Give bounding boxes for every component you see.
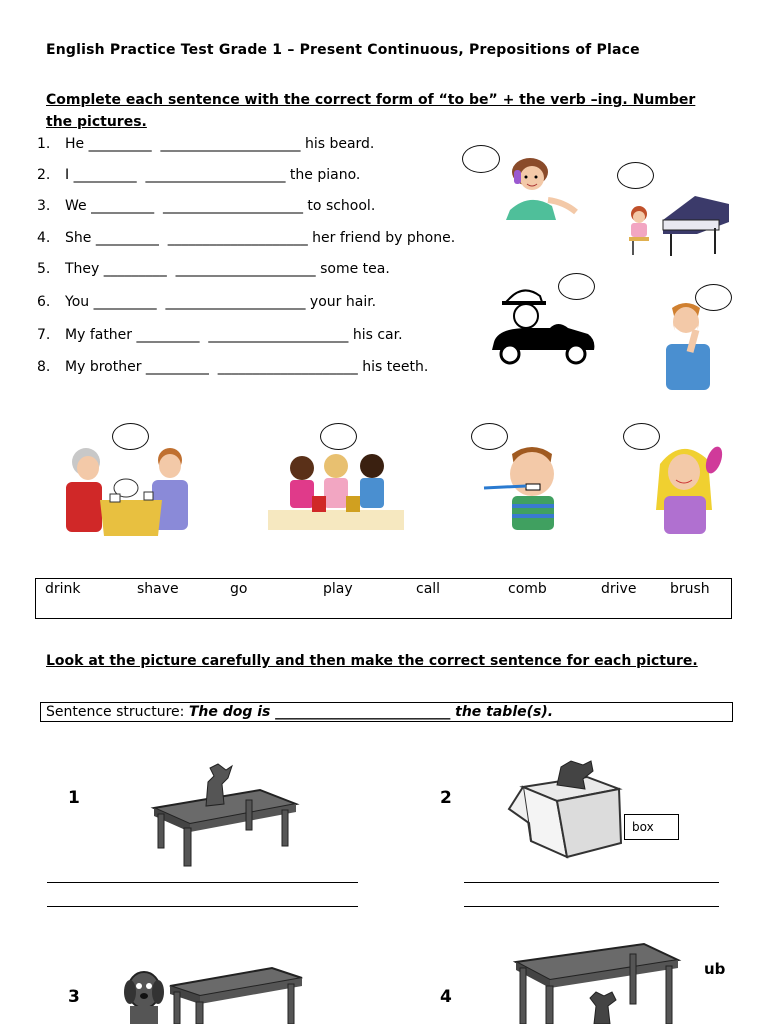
cutoff-label: ub [704, 960, 726, 978]
dog-on-table-illustration [150, 762, 300, 868]
sentence-number: 3. [37, 198, 51, 214]
picture-number-bubble[interactable] [617, 162, 654, 189]
sentence-2 [37, 167, 360, 183]
verb-word: call [416, 581, 441, 597]
structure-subject: The dog is [188, 704, 271, 720]
box-label: box [624, 814, 679, 840]
sentence-text: They _________ ____________________ some tea. [65, 261, 390, 277]
sentence-3 [37, 198, 375, 214]
dog-next-to-table-illustration [122, 962, 306, 1024]
verb-word: drive [601, 581, 637, 597]
sentence-text: We _________ ____________________ to school. [65, 198, 376, 214]
verb-word: go [230, 581, 248, 597]
sentence-text: She _________ ____________________ her friend by phone. [65, 230, 456, 246]
sentence-text: My brother _________ ____________________ his teeth. [65, 359, 429, 375]
sentence-structure-box [40, 702, 733, 722]
structure-object: the table(s). [455, 704, 554, 720]
verb-bank [35, 578, 732, 619]
sentence-text: My father _________ ____________________ his car. [65, 327, 403, 343]
drinking-tea-illustration [58, 440, 200, 540]
section1-instruction: Complete each sentence with the correct form of “to be” + the verb –ing. Number the pictures. [46, 92, 696, 130]
sentence-1 [37, 136, 374, 152]
verb-word: brush [670, 581, 710, 597]
combing-hair-illustration [652, 440, 732, 536]
sentence-8 [37, 359, 428, 375]
woman-phone-illustration [490, 150, 580, 222]
picture-number: 2 [440, 788, 452, 808]
piano-illustration [625, 192, 733, 260]
picture-number: 4 [440, 987, 452, 1007]
worksheet-title: English Practice Test Grade 1 – Present Continuous, Prepositions of Place [46, 42, 640, 58]
going-to-school-illustration [268, 452, 404, 530]
answer-line[interactable] [47, 882, 358, 883]
sentence-4 [37, 230, 455, 246]
sentence-number: 4. [37, 230, 51, 246]
verb-word: play [323, 581, 353, 597]
sentence-number: 7. [37, 327, 51, 343]
sentence-number: 1. [37, 136, 51, 152]
sentence-text: He _________ ____________________ his beard. [65, 136, 375, 152]
picture-number: 1 [68, 788, 80, 808]
picture-number: 3 [68, 987, 80, 1007]
verb-word: comb [508, 581, 547, 597]
answer-line[interactable] [47, 906, 358, 907]
sentence-text: You _________ ____________________ your hair. [65, 294, 377, 310]
dog-in-box-illustration [507, 757, 625, 861]
answer-line[interactable] [464, 906, 719, 907]
structure-blank: _________________________ [270, 704, 456, 720]
structure-prefix: Sentence structure: [46, 704, 189, 720]
man-shaving-illustration [662, 300, 722, 392]
sentence-7 [37, 327, 403, 343]
sentence-6 [37, 294, 376, 310]
verb-word: shave [137, 581, 179, 597]
answer-line[interactable] [464, 882, 719, 883]
sentence-number: 2. [37, 167, 51, 183]
brushing-teeth-illustration [484, 444, 568, 540]
picture-number-bubble[interactable] [320, 423, 357, 450]
sentence-text: I _________ ____________________ the piano. [65, 167, 361, 183]
sentence-number: 5. [37, 261, 51, 277]
section2-instruction: Look at the picture carefully and then make the correct sentence for each picture. [46, 653, 698, 669]
dog-under-table-illustration [512, 940, 682, 1024]
sentence-number: 6. [37, 294, 51, 310]
man-driving-illustration [488, 284, 598, 370]
sentence-5 [37, 261, 390, 277]
verb-word: drink [45, 581, 81, 597]
sentence-number: 8. [37, 359, 51, 375]
